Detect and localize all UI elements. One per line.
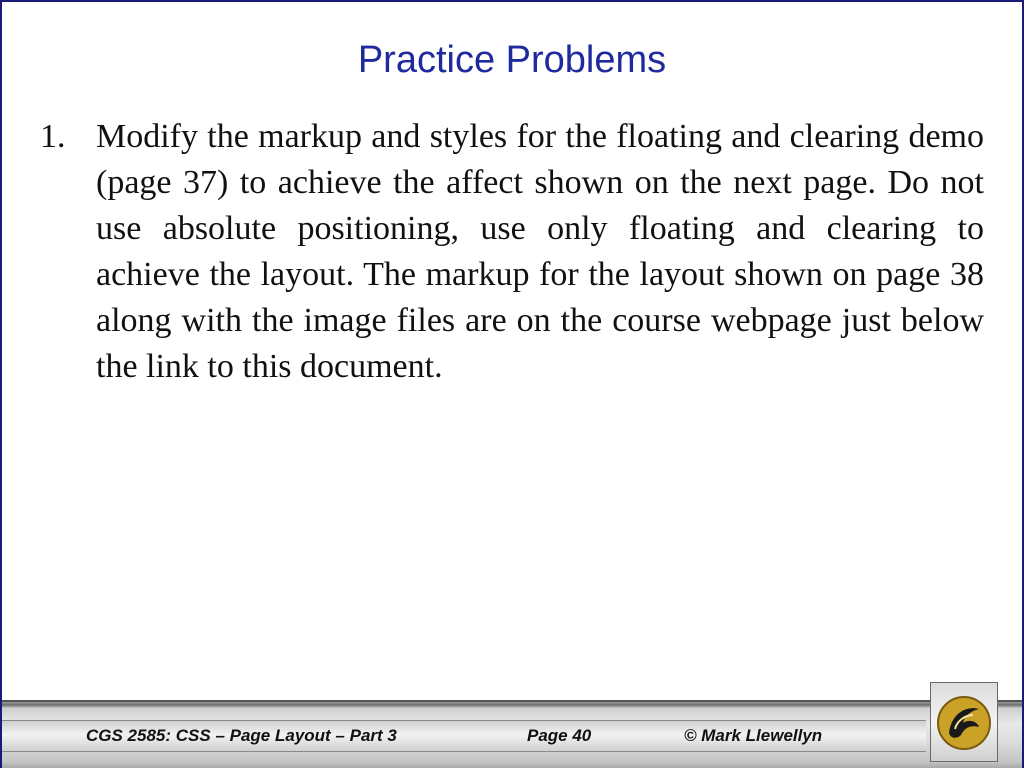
footer-copyright: © Mark Llewellyn	[684, 726, 823, 745]
list-item	[40, 114, 984, 390]
item-text: Modify the markup and styles for the floating and clearing demo (page 37) to achieve the affect shown on the next page. Do not use absolute positioning, use only floating and clearing to achieve the layout. The markup for the layout shown on page 38 along with the image files are on the course webpage just below the link to this document.	[96, 118, 984, 385]
item-number: 1.	[40, 118, 66, 155]
slide-title: Practice Problems	[357, 39, 667, 81]
footer-page-number: Page 40	[527, 726, 592, 745]
ucf-pegasus-logo-icon	[935, 693, 993, 753]
logo-box	[930, 682, 998, 762]
footer-course-title: CGS 2585: CSS – Page Layout – Part 3	[86, 726, 397, 745]
